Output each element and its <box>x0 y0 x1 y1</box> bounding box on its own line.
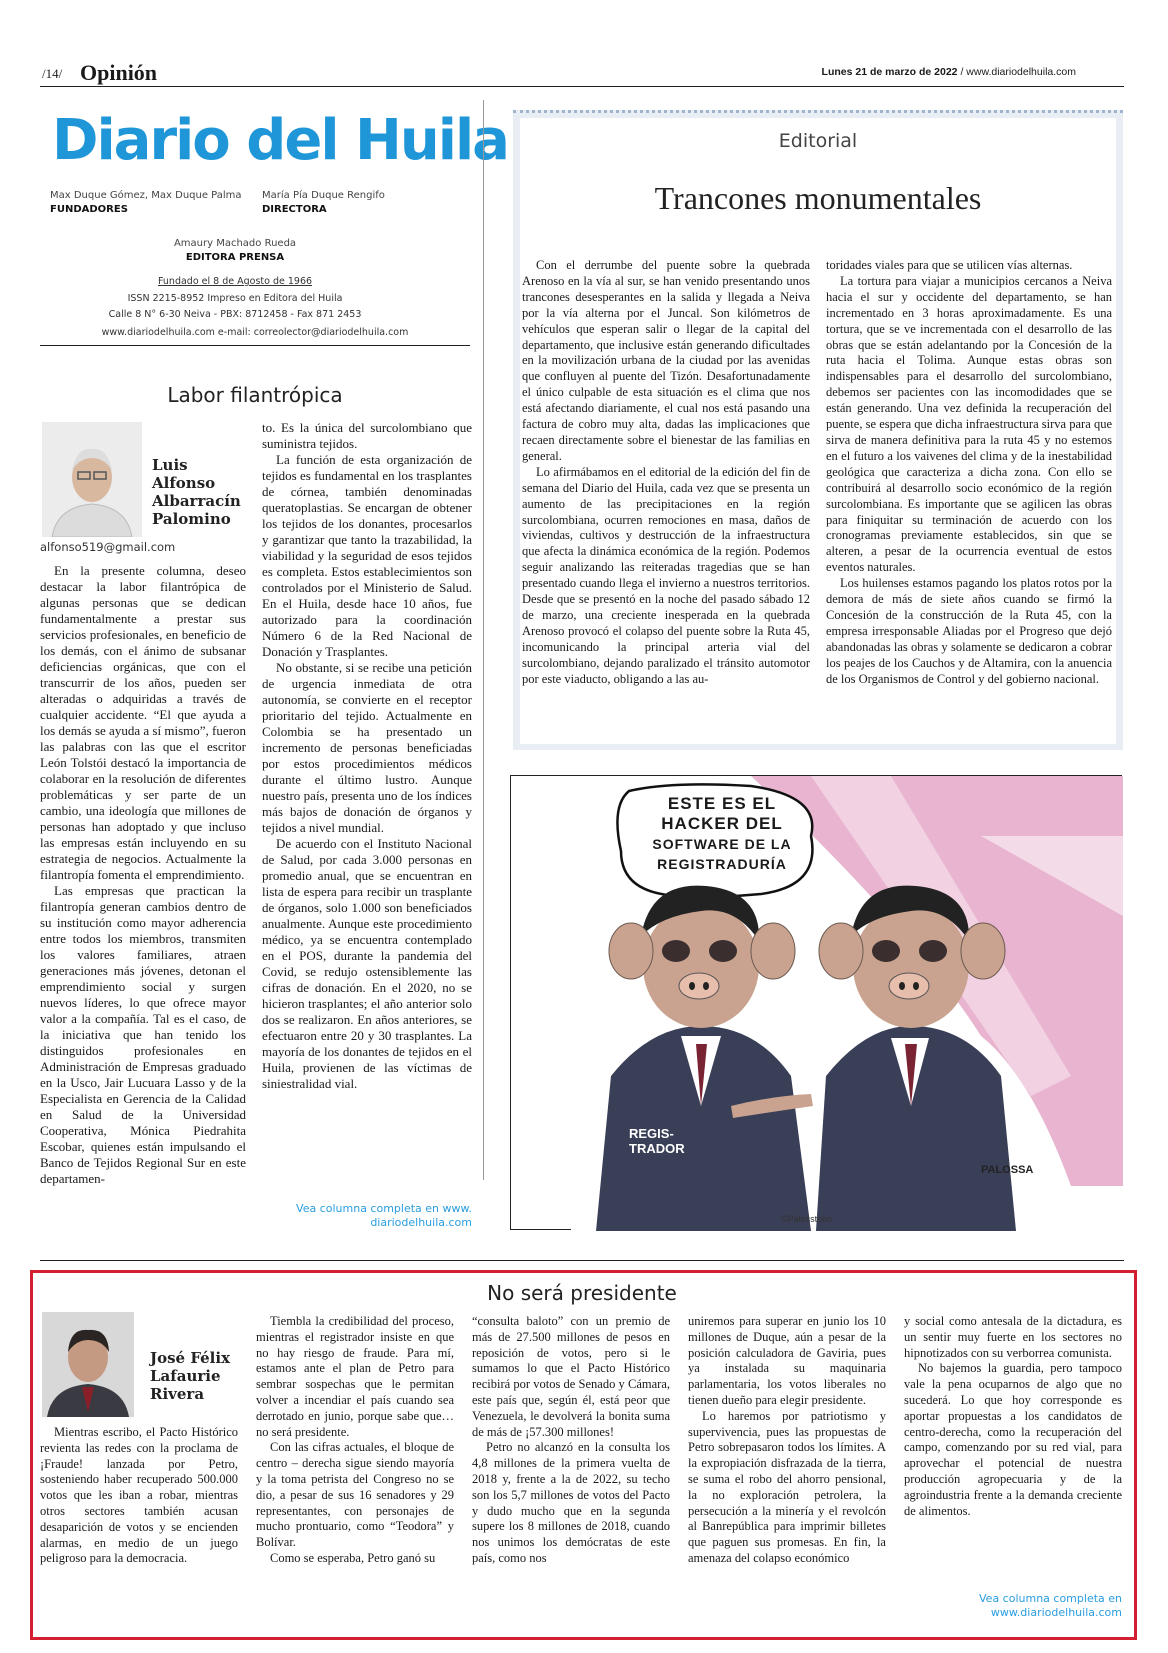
paragraph: y social como antesala de la dictadura, es un sentir muy fuerte en los sectores no hipnotizados con su verborrea comunista. <box>904 1314 1122 1360</box>
author2-photo <box>42 1312 134 1417</box>
paragraph: En la presente columna, deseo destacar la labor filantrópica de algunas personas que se dedican fundamentalmente a prestar sus servicios profesionales, en beneficio de los demás, con el ánimo de subsanar deficiencias orgánicas, que con el transcurrir de los años, pueden ser alteradas o adquiridas a través de cualquier accidente. “El que ayuda a los demás se ayuda a sí mismo”, fueron las palabras con las que el escritor León Tolstói destacó la importancia de colaborar en la resolución de diferentes problemáticas y ser parte de un cambio, una ideología que millones de personas han adoptado y que incluso las empresas están incluyendo en su estrategia de negocios. Actualmente la filantropía fomenta el emprendimiento. <box>40 563 246 882</box>
column2-col2 <box>256 1314 454 1634</box>
cartoon-illustration <box>511 776 1123 1231</box>
portrait-icon <box>42 422 142 537</box>
author1-photo <box>42 422 142 537</box>
editor <box>40 238 430 263</box>
author1-email[interactable]: alfonso519@gmail.com <box>40 540 176 554</box>
column2-col4 <box>688 1314 886 1634</box>
column-divider <box>483 100 484 1180</box>
founders-label: FUNDADORES <box>50 204 128 215</box>
paragraph: Tiembla la credibilidad del proceso, mientras el registrador insiste en que no hay riesgo de fraude. Para mí, estamos ante el plan de Petro para sembrar sospechas que le permitan volver a incendiar el país cuando sea derrotado en junio, porque sabe que… no será presidente. <box>256 1314 454 1439</box>
contact[interactable]: www.diariodelhuila.com e-mail: correolector@diariodelhuila.com <box>101 327 409 338</box>
paragraph: La tortura para viajar a municipios cercanos a Neiva hacia el sur y occidente del departamento, se han incrementado en 3 horas aproximadamente. Es una tortura, que se ve incrementada con el desarrollo de las obras que se están adelantando por la Concesión de la ruta hacia el Tolima. Aunque estas obras son indispensables para el desarrollo del surcolombiano, debemos ser pacientes con las incomodidades que se están generando. Una vez definida la recuperación del puente, se espera que dicha infraestructura sirva para que sirva de manera definitiva para la ruta 45 y no estemos en el futuro a los vaivenes del clima y de la inestabilidad geológica que caracteriza a dicha zona. Con ello se contribuirá al desarrollo socio económico de la región surcolombiana. Es importante que se agilicen las obras para finiquitar su terminación de acuerdo con los cronogramas previamente establecidos, sin que se alteren, a pesar de la ocurrencia eventual de estos eventos naturales. <box>826 273 1112 575</box>
issn: ISSN 2215-8952 Impreso en Editora del Huila <box>127 293 343 304</box>
column2-col5 <box>904 1314 1122 1564</box>
header-rule <box>40 86 1124 87</box>
date: Lunes 21 de marzo de 2022 <box>821 66 958 78</box>
cartoon-credit: ©Palosstoon <box>781 1214 833 1224</box>
paragraph: La función de esta organización de tejidos es fundamental en los trasplantes de córnea, también denominadas queratoplastias. Se encargan de obtener los tejidos de los donantes, procesarlos y garantizar que tanto la trazabilidad, la viabilidad y la seguridad de esos tejidos es completa. Estos establecimientos son controlados por el Ministerio de Salud. En el Huila, desde hace 10 años, fue autorizado para la coordinación Número 6 de la Red Nacional de Donación y Trasplantes. <box>262 452 472 659</box>
founded-date: Fundado el 8 de Agosto de 1966 <box>157 276 313 287</box>
column2-col3 <box>472 1314 670 1634</box>
column1-link[interactable]: Vea columna completa en www. diariodelhuila.com <box>296 1202 472 1229</box>
page-number: /14/ <box>42 66 63 81</box>
paragraph: No bajemos la guardia, pero tampoco vale la pena ocuparnos de algo que no sucederá. Lo que hoy corresponde es aportar propuestas a los candidatos de centro-derecha, como la recuperación del campo, comenzando por su red vial, para aprovechar el potencial de nuestra producción agropecuaria y de la agroindustria frente a la demanda creciente de alimentos. <box>904 1361 1122 1518</box>
paragraph: Con las cifras actuales, el bloque de centro – derecha sigue siendo mayoría y la toma petrista del Congreso no se dio, a pesar de sus 16 senadores y 29 representantes, con personajes de mucho prontuario, como “Teodora” y Bolívar. <box>256 1440 454 1550</box>
editor-label: EDITORA PRENSA <box>185 252 285 263</box>
speech-bubble-text <box>637 794 807 874</box>
column2-link[interactable]: Vea columna completa en www.diariodelhuila.com <box>979 1592 1122 1619</box>
speech-line: SOFTWARE DE LA <box>652 836 792 852</box>
director <box>262 190 385 215</box>
cartoon <box>510 775 1122 1230</box>
author1-name: Luis Alfonso Albarracín Palomino <box>152 456 241 528</box>
paragraph: uniremos para superar en junio los 10 millones de Duque, aún a pesar de la posición calculadora de Gaviria, pues ya instalada su maquinaria parlamentaria, los votos liberales no tienen dueño para elegir presidente. <box>688 1314 886 1407</box>
editorial-title: Trancones monumentales <box>654 180 982 216</box>
masthead-logo: Diario del Huila <box>52 108 508 173</box>
paragraph: Como se esperaba, Petro ganó su <box>270 1550 436 1565</box>
column1-left <box>40 563 246 1243</box>
date-line <box>822 66 1076 78</box>
column2-col1 <box>40 1425 238 1625</box>
paragraph: Lo afirmábamos en el editorial de la edición del fin de semana del Diario del Huila, cada vez que se presenta un aumento de las precipitaciones en la región surcolombiana, ocurren remociones en masa, daños de viviendas, cultivos y destrucción de la infraestructura que afecta la dinámica económica de la región. Podemos seguir analizando las reiteradas tragedias que se han presentado cuando llega el invierno a nuestros territorios. Desde que se presentó en la noche del pasado sábado 12 de marzo, una creciente inesperada en la quebrada Arenoso provocó el colapso del puente sobre la Ruta 45, incomunicando la principal arteria vial del surcolombiano, dejando paralizado el tránsito automotor por este viaducto, obligando a las au- <box>522 464 810 686</box>
editorial-col-b <box>826 258 1112 728</box>
column1-right <box>262 420 472 1210</box>
speech-line: HACKER DEL <box>661 814 783 833</box>
paragraph: “consulta baloto” con un premio de más de 27.500 millones de pesos en reposición de votos, pero si le sumamos lo que el Pacto Histórico recibirá por votos de Senado y Cámara, este país que, según él, está peor que Venezuela, le devolverá la bonita suma de más de ¡57.300 millones! <box>472 1314 670 1439</box>
paragraph: Con el derrumbe del puente sobre la quebrada Arenoso en la vía al sur, se han venido presentando unos trancones desesperantes en la salida y llegada a Neiva por la vía alterna por el Juncal. Son kilómetros de vehículos que esperan salir o llegar de la capital del departamento, que inclusive están generando dificultades en la movilización urbana de la ciudad por las avenidas que confluyen al puente del Tizón. Desafortunadamente el único culpable de esta situación es el clima que nos está afectando diariamente, el cual nos está pasando una factura de cobro muy alta, dadas las implicaciones que recaen directamente sobre el bienestar de las familias en general. <box>522 258 810 463</box>
speech-line: ESTE ES EL <box>667 794 777 813</box>
paragraph: De acuerdo con el Instituto Nacional de Salud, por cada 3.000 personas en promedio anual, que se encuentran en lista de espera para recibir un trasplante de órganos, solo 1.000 son beneficiados anualmente. Aunque este procedimiento médico, ya se encuentra contemplado en el POS, durante la pandemia del Covid, se redujo ostensiblemente las cifras de donación. En el 2020, no se hicieron trasplantes; el año anterior solo dos se realizaron. En años anteriores, se efectuaron entre 20 y 30 trasplantes. La mayoría de los donantes de tejidos en el Huila, provienen de las víctimas de siniestralidad vial. <box>262 836 472 1091</box>
paragraph: Petro no alcanzó en la consulta los 4,8 millones de la primera vuelta de 2018 y, frente a la de 2022, su techo son los 5,7 millones de votos del Pacto y dudo mucho que en la segunda supere los 8 millones de 2018, cuando nos unimos los demócratas de este país, como nos <box>472 1440 670 1565</box>
editorial-kicker: Editorial <box>778 130 858 152</box>
founders <box>50 190 242 215</box>
cartoonist-signature: PALOSSA <box>981 1164 1034 1176</box>
section-title: Opinión <box>80 60 158 85</box>
column2-title: No será presidente <box>487 1281 677 1305</box>
portrait-icon <box>42 1312 134 1417</box>
paragraph: toridades viales para que se utilicen vías alternas. <box>826 258 1073 272</box>
director-label: DIRECTORA <box>262 204 327 215</box>
website[interactable]: / www.diariodelhuila.com <box>957 66 1076 78</box>
founders-names: Max Duque Gómez, Max Duque Palma <box>50 190 242 201</box>
paragraph: Lo haremos por patriotismo y supervivencia, pues las propuestas de Petro sobrepasaron todos los límites. A la expropiación disfrazada de la tierra, se suma el robo del ahorro pensional, la no exploración petrolera, la persecución a la minería y el revolcón al Banrepública para imprimir billetes que paguen sus promesas. En fin, la amenaza del colapso económico <box>688 1408 886 1565</box>
editorial-col-a <box>522 258 810 728</box>
bottom-rule <box>40 1260 1124 1261</box>
director-name: María Pía Duque Rengifo <box>262 190 385 201</box>
editor-name: Amaury Machado Rueda <box>173 238 297 249</box>
paragraph: Las empresas que practican la filantropía generan cambios dentro de su institución como mayor adherencia entre todos los miembros, transmiten los valores familiares, atraen generaciones más jóvenes, detonan el emprendimiento social y surgen nuevos líderes, lo que ofrece mayor valor a la compañía. Tal es el caso, de la iniciativa que han tenido los distinguidos profesionales en Administración de Empresas graduado en la Usco, Jair Lucuara Lasso y de la Especialista en Gerencia de la Calidad en Salud de la Universidad Cooperativa, Mónica Piedrahita Escobar, quienes están impulsando el Banco de Tejidos Regional Sur en este departamen- <box>40 883 246 1186</box>
masthead-rule <box>40 345 470 346</box>
author2-name: José Félix Lafaurie Rivera <box>150 1349 231 1403</box>
tag-line: TRADOR <box>629 1141 685 1156</box>
paragraph: Los huilenses estamos pagando los platos rotos por la demora de más de siete años cuando se firmó la Concesión de la construcción de la Ruta 45, con la empresa irresponsable Aliadas por el Progreso que dejó abandonadas las obras y solamente se dedicaron a cobrar los peajes de los Cauchos y de Altamira, con la anuencia de los Organismos de Control y del gobierno nacional. <box>826 576 1112 686</box>
column1-title: Labor filantrópica <box>167 383 343 407</box>
registrador-tag <box>629 1126 685 1156</box>
speech-line: REGISTRADURÍA <box>657 856 787 872</box>
paragraph: Mientras escribo, el Pacto Histórico revienta las redes con la proclama de ¡Fraude! lanzada por Petro, sosteniendo haber recuperado 500.000 votos que les iban a robar, mientras otros sectores también acusan desaparición de votos y se encienden alarmas, en medio de un juego peligroso para la democracia. <box>40 1425 238 1566</box>
paragraph: No obstante, si se recibe una petición de urgencia inmediata de otra autonomía, se convierte en el receptor prioritario del tejido. Actualmente en Colombia se ha presentado un incremento de personas beneficiadas por estos procedimientos médicos durante el último lustro. Aunque nuestro país, presenta uno de los índices más bajos de donación de órganos y tejidos a nivel mundial. <box>262 660 472 835</box>
address: Calle 8 N° 6-30 Neiva - PBX: 8712458 - Fax 871 2453 <box>108 309 362 320</box>
paragraph: to. Es la única del surcolombiano que suministra tejidos. <box>262 420 472 451</box>
tag-line: REGIS- <box>629 1126 674 1141</box>
